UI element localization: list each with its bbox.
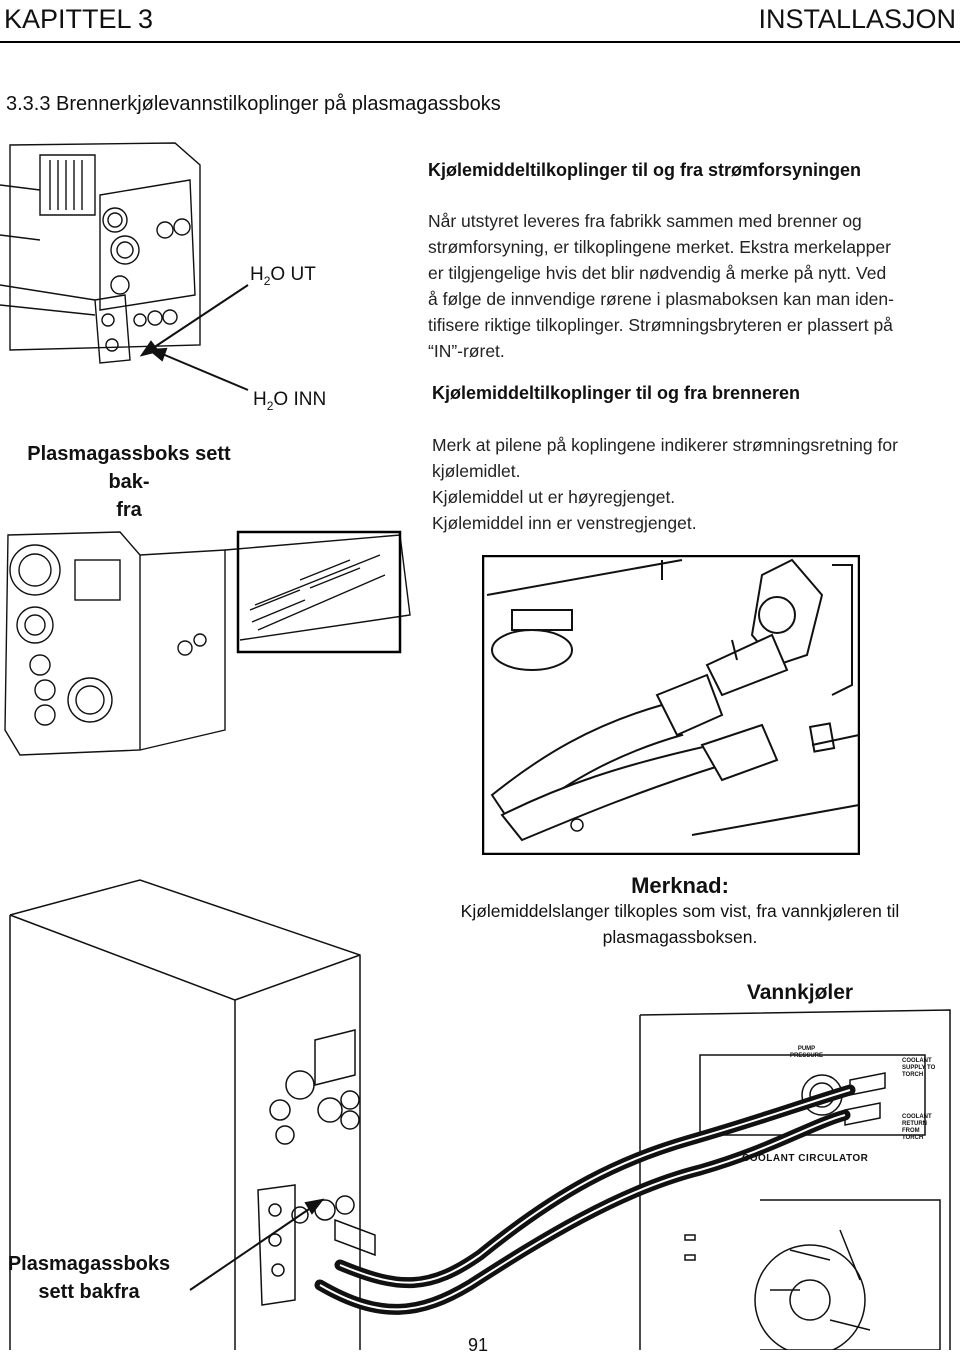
note-body: Kjølemiddelslanger tilkoples som vist, fra vannkjøleren til plasmagassboksen. [460,901,900,947]
callout-arrows-top [0,280,270,400]
plasma-box-lower-illustration [0,530,470,760]
note-title: Merknad: [631,873,729,898]
top-figure-caption: Plasmagassboks sett bak- fra [27,443,231,521]
h2o-out-label: $H_2O$ UT [250,264,316,288]
coolant-supply-label: COOLANT SUPPLY TO TORCH [902,1058,936,1078]
coolant-circulator-label: COOLANT CIRCULATOR [742,1153,869,1164]
heading-power-supply-connections: Kjølemiddeltilkoplinger til og fra strømforsyningen [428,160,862,180]
page-number: 91 [468,1335,489,1355]
coolant-return-label: COOLANT RETURN FROM TORCH [902,1114,932,1141]
chapter-title: INSTALLASJON [758,4,956,34]
h2o-in-label: $H_2O$ INN [253,389,327,413]
fittings-detail-illustration [482,555,860,855]
torch-paragraph: Merk at pilene på koplingene indikerer strømningsretning for kjølemidlet. Kjølemiddel ut er høyregjenget. Kjølemiddel inn er venstregjenget. [432,435,898,533]
water-cooler-label: Vannkjøler [746,981,854,1004]
heading-torch-connections: Kjølemiddeltilkoplinger til og fra brenneren [432,383,801,403]
bottom-figure-caption: Plasmagassboks sett bakfra [7,1253,171,1303]
section-title: 3.3.3 Brennerkjølevannstilkoplinger på plasmagassboks [6,93,501,115]
header-rule [0,41,960,43]
power-supply-paragraph: Når utstyret leveres fra fabrikk sammen med brenner og strømforsyning, er tilkoplingene merket. Ekstra merkelapper er tilgjengelige hvis det blir nødvendig å merke på nytt. Ved å følge de innvendige rørene i plasmaboksen kan man iden- tifisere riktige tilkoplinger. Strømningsbryteren er plassert på “IN”-røret. [428,211,894,361]
chapter-label: KAPITTEL 3 [4,4,154,34]
pump-pressure-label: PUMP PRESSURE [790,1046,824,1059]
